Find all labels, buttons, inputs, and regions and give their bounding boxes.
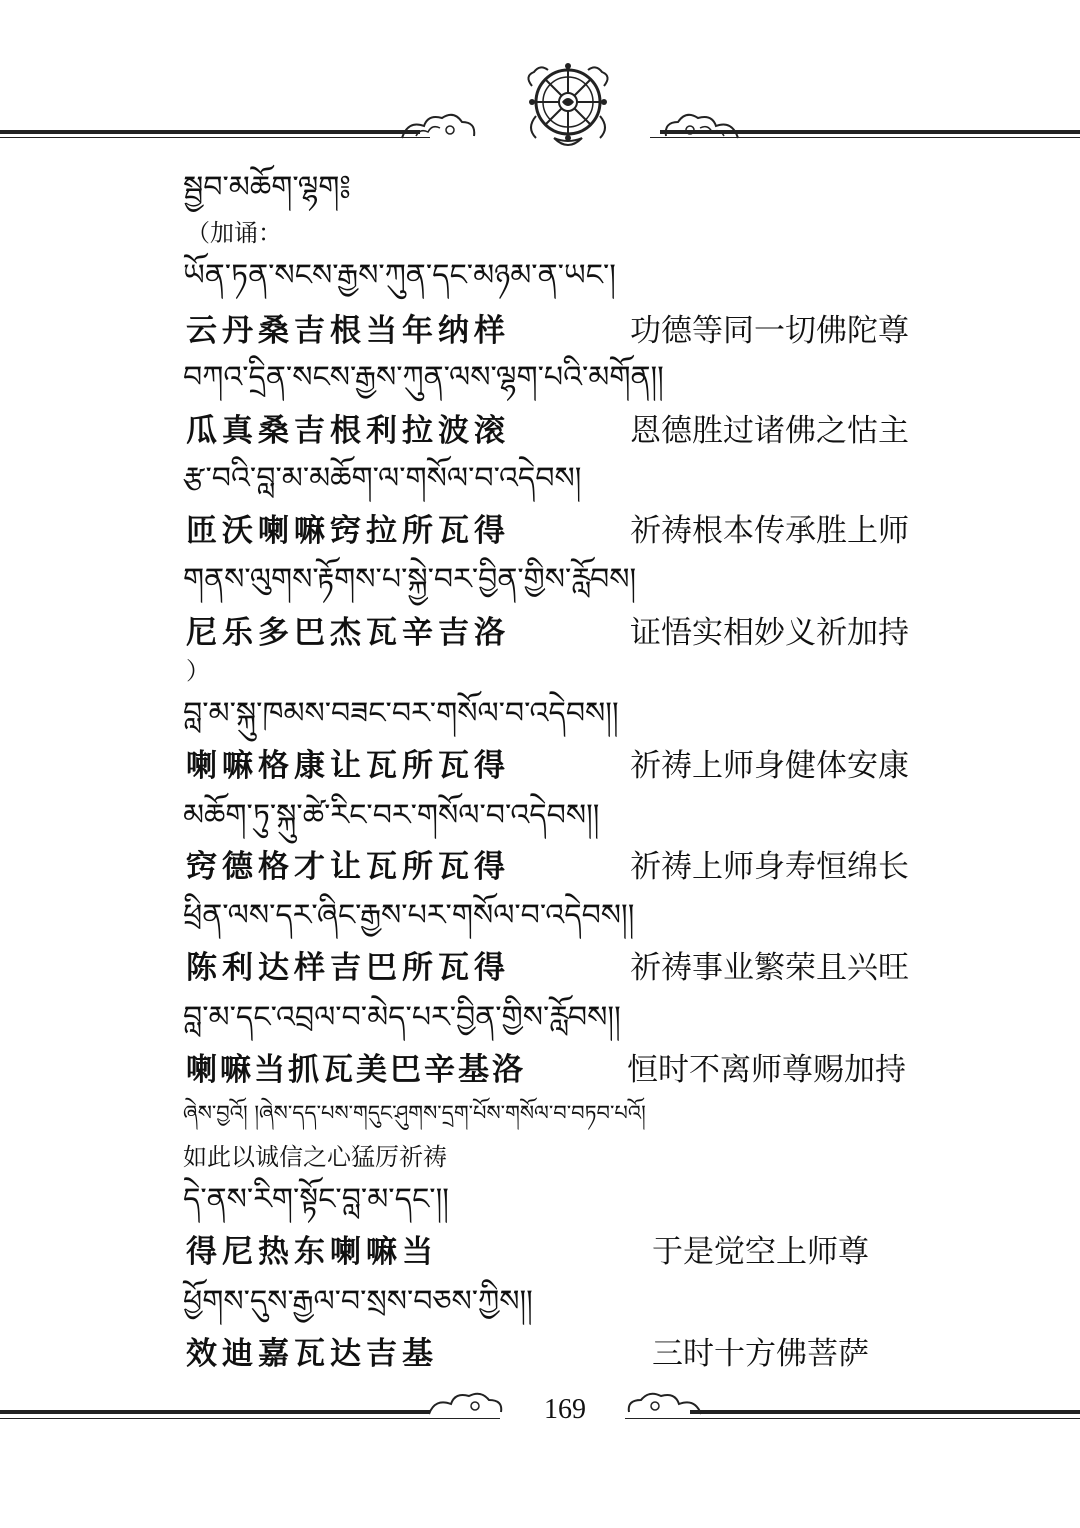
- verse-phonetic: 得尼热东喇嘛当: [186, 1234, 438, 1270]
- footer-left-cloud-ornament: [425, 1388, 505, 1418]
- verse-tibetan: བཀའ་དྲིན་སངས་རྒྱས་ཀུན་ལས་ལྷག་པའི་མགོན།།: [183, 360, 664, 395]
- recitation-note-open: （加诵：: [186, 219, 282, 247]
- verse-phonetic: 陈利达样吉巴所瓦得: [186, 950, 510, 986]
- instruction-tibetan: ཞེས་བྱའོ། །ཞེས་དད་པས་གདུང་ཤུགས་དྲག་པོས་གསོལ་བ་བཏབ་པའོ།: [183, 1101, 646, 1125]
- recitation-note-close: ）: [186, 657, 210, 685]
- verse-tibetan: མཆོག་ཏུ་སྐུ་ཚེ་རིང་བར་གསོལ་བ་འདེབས།།: [183, 798, 600, 833]
- section-title-tibetan: སྦྱབ་མཆོག་ལྷག༔: [183, 170, 351, 205]
- right-cloud-ornament: [662, 108, 742, 144]
- verse-chinese: 三时十方佛菩萨: [652, 1336, 869, 1372]
- verse-chinese: 功德等同一切佛陀尊: [630, 313, 909, 349]
- verse-phonetic: 匝沃喇嘛窍拉所瓦得: [186, 513, 510, 549]
- dharma-wheel-emblem: [522, 56, 614, 152]
- page-number: 169: [544, 1394, 586, 1425]
- verse-chinese: 祈祷上师身健体安康: [630, 748, 909, 784]
- verse-chinese: 祈祷根本传承胜上师: [630, 513, 909, 549]
- verse-tibetan: རྩ་བའི་བླ་མ་མཆོག་ལ་གསོལ་བ་འདེབས།: [183, 461, 582, 496]
- verse-chinese: 于是觉空上师尊: [652, 1234, 869, 1270]
- verse-phonetic: 效迪嘉瓦达吉基: [186, 1336, 438, 1372]
- verse-phonetic: 尼乐多巴杰瓦辛吉洛: [186, 615, 510, 651]
- verse-phonetic: 喇嘛格康让瓦所瓦得: [186, 748, 510, 784]
- instruction-chinese: 如此以诚信之心猛厉祈祷: [183, 1143, 447, 1171]
- verse-tibetan: ཕྲིན་ལས་དར་ཞིང་རྒྱས་པར་གསོལ་བ་འདེབས།།: [183, 898, 635, 933]
- verse-tibetan: གནས་ལུགས་རྟོགས་པ་སྐྱེ་བར་བྱིན་གྱིས་རློབས།: [183, 562, 637, 597]
- verse-chinese: 祈祷事业繁荣且兴旺: [630, 950, 909, 986]
- verse-chinese: 恩德胜过诸佛之怙主: [630, 413, 909, 449]
- verse-phonetic: 喇嘛当抓瓦美巴辛基洛: [186, 1052, 526, 1088]
- verse-phonetic: 窍德格才让瓦所瓦得: [186, 849, 510, 885]
- verse-tibetan: ཕྱོགས་དུས་རྒྱལ་བ་སྲས་བཅས་ཀྱིས།།: [183, 1284, 533, 1319]
- verse-chinese: 祈祷上师身寿恒绵长: [630, 849, 909, 885]
- verse-chinese: 恒时不离师尊赐加持: [627, 1052, 906, 1088]
- verse-tibetan: དེ་ནས་རིག་སྟོང་བླ་མ་དང་།།: [183, 1182, 449, 1217]
- verse-phonetic: 瓜真桑吉根利拉波滚: [186, 413, 510, 449]
- verse-phonetic: 云丹桑吉根当年纳样: [186, 313, 510, 349]
- left-cloud-ornament: [398, 108, 478, 144]
- verse-chinese: 证悟实相妙义祈加持: [630, 615, 909, 651]
- verse-tibetan: བླ་མ་དང་འབྲལ་བ་མེད་པར་བྱིན་གྱིས་རློབས།།: [183, 1000, 621, 1035]
- verse-tibetan: བླ་མ་སྐུ་ཁམས་བཟང་བར་གསོལ་བ་འདེབས།།: [183, 696, 619, 731]
- footer-right-cloud-ornament: [625, 1388, 705, 1418]
- verse-tibetan: ཡོན་ཏན་སངས་རྒྱས་ཀུན་དང་མཉམ་ན་ཡང་།: [183, 258, 616, 293]
